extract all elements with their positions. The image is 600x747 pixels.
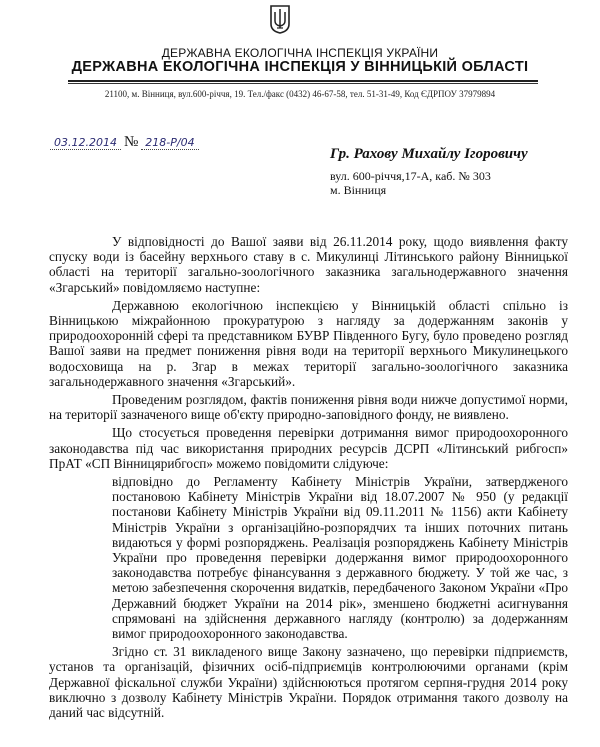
recipient-name: Гр. Рахову Михайлу Ігоровичу	[330, 146, 528, 162]
outgoing-date: 03.12.2014	[50, 136, 121, 150]
paragraph-request: У відповідності до Вашої заяви від 26.11.2014 року, щодо виявлення факту спуску води із басейну верхнього ставу в с. Микулинці Літинського району Вінницької області на території загально-зоологічного заказника загальнодержавного значення «Згарський» повідомляємо наступне:	[49, 234, 568, 295]
paragraph-law-article: Згідно ст. 31 викладеного вище Закону зазначено, що перевірки підприємств, установ та організацій, фізичних осіб-підприємців контролюючими органами (крім Державної фіскальної служби України) здійснюються протягом серпня-грудня 2014 року виключно з дозволу Кабінету Міністрів України. Порядок отримання такого дозволу на даний час відсутній.	[49, 644, 568, 721]
letter-body	[49, 234, 568, 723]
org-address: 21100, м. Вінниця, вул.600-річчя, 19. Тел./факс (0432) 46-67-58, тел. 51-31-49, Код ЄДРПОУ 37979894	[104, 89, 496, 99]
recipient-address-street: вул. 600-річчя,17-А, каб. № 303	[330, 169, 491, 183]
trident-emblem-icon	[269, 4, 291, 34]
org-top-title: ДЕРЖАВНА ЕКОЛОГІЧНА ІНСПЕКЦІЯ УКРАЇНИ	[161, 46, 439, 60]
recipient-address-city: м. Вінниця	[330, 183, 387, 197]
paragraph-result: Проведеним розглядом, фактів пониження рівня води нижче допустимої норми, на території зазначеного вище об'єкту природно-заповідного фонду, не виявлено.	[49, 392, 568, 423]
number-sign: №	[123, 134, 139, 150]
paragraph-regulation: відповідно до Регламенту Кабінету Міністрів України, затвердженого постановою Кабінету Міністрів України від 18.07.2007 № 950 (у редакції постанови Кабінету Міністрів України від 09.11.2011 № 1156) акти Кабінету Міністрів України з організаційно-розпорядчих та інших поточних питань видаються у формі розпоряджень. Реалізація розпоряджень Кабінету Міністрів України про проведення перевірки додержання вимог природоохоронного законодавства потребує фінансування з державного бюджету. У той же час, з метою забезпечення скорочення видатків, передбаченого Законом України «Про Державний бюджет України на 2014 рік», зменшено бюджетні асигнування спрямовані на здійснення державного нагляду (контролю) за додержанням вимог природоохоронного законодавства.	[112, 474, 568, 642]
org-main-title: ДЕРЖАВНА ЕКОЛОГІЧНА ІНСПЕКЦІЯ У ВІННИЦЬКІЙ ОБЛАСТІ	[71, 59, 529, 75]
letterhead-divider	[68, 80, 538, 82]
recipient-block	[330, 146, 590, 197]
outgoing-reference	[50, 134, 199, 150]
paragraph-compliance: Що стосується проведення перевірки дотримання вимог природоохоронного законодавства під час використання природних ресурсів ДСРП «Літинський рибгосп» ПрАТ «СП Вінницярибгосп» можемо повідомити слідуюче:	[49, 425, 568, 471]
outgoing-number: 218-Р/04	[141, 136, 198, 150]
paragraph-inspection: Державною екологічною інспекцією у Вінницькій області спільно із Вінницькою міжрайонною прокуратурою з нагляду за додержанням законів у природоохоронній сфері та представником БУВР Південного Бугу, було проведено розгляд Вашої заяви на предмет пониження рівня води на території верхнього Микулинецького водосховища на р. Згар в межах території загально-зоологічного заказника загальнодержавного значення «Згарський».	[49, 297, 568, 389]
letterhead-divider-thin	[68, 83, 538, 84]
